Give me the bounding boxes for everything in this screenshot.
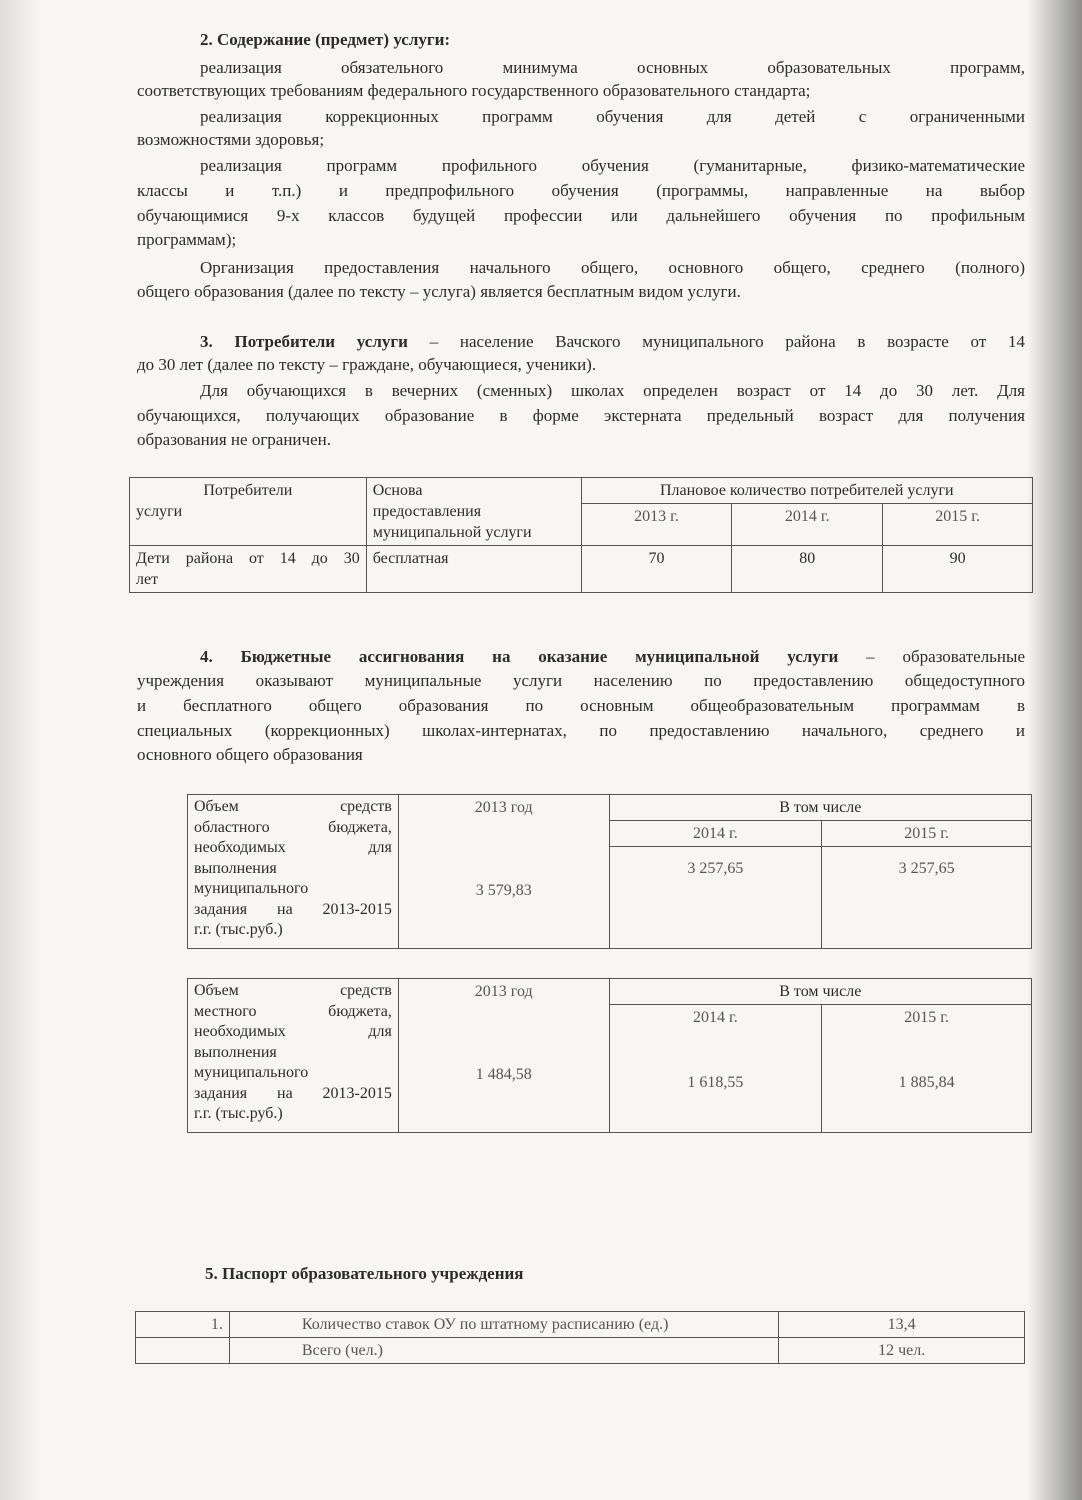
section2-para4-line1: Организация предоставления начального общего, основного общего, среднего (полного) [200, 258, 1025, 277]
passport-row-label: Количество ставок ОУ по штатному расписанию (ед.) [229, 1312, 778, 1338]
section4-line5: основного общего образования [137, 745, 363, 764]
section3-heading: 3. Потребители услуги [200, 332, 408, 351]
local-label-l3: необходимых для [194, 1023, 392, 1040]
section3-para2-line1: Для обучающихся в вечерних (сменных) школах определен возраст от 14 до 30 лет. Для [200, 381, 1025, 400]
passport-row-num: 1. [136, 1312, 230, 1338]
local-2013-header: 2013 год [474, 983, 533, 1000]
basis-header-l1: Основа [372, 482, 423, 499]
local-2013-cell [398, 979, 609, 1133]
local-label-l5: муниципального [194, 1064, 309, 1081]
local-label-l2: местного бюджета, [194, 1002, 392, 1020]
section4-line4: специальных (коррекционных) школах-интернатах, по предоставлению начального, среднего и [137, 721, 1025, 740]
regional-2015-header: 2015 г. [822, 821, 1031, 847]
consumers-header-l1: Потребители [203, 482, 293, 499]
section3-para2-line2: обучающихся, получающих образование в форме экстерната предельный возраст для получения [137, 406, 1025, 425]
regional-2015-cell [822, 821, 1032, 949]
basis-cell: бесплатная [366, 546, 581, 593]
section3-line1 [200, 331, 1025, 353]
value-2014: 80 [732, 546, 883, 593]
local-2014-header: 2014 г. [693, 1009, 738, 1026]
regional-2015-value: 3 257,65 [898, 860, 955, 877]
passport-row-label: Всего (чел.) [229, 1338, 778, 1364]
year-2014-header: 2014 г. [732, 504, 883, 546]
year-2013-header: 2013 г. [581, 504, 732, 546]
section3-line1-rest: – население Вачского муниципального района в возрасте от 14 [407, 332, 1026, 351]
local-budget-table [187, 978, 1032, 1133]
passport-row [136, 1338, 1025, 1364]
scan-shadow-left [0, 0, 40, 1500]
section2-para2-line1: реализация коррекционных программ обучения для детей с ограниченными [200, 107, 1025, 126]
regional-label-l6: задания на 2013-2015 [194, 900, 392, 918]
section4-line2: учреждения оказывают муниципальные услуги населению по предоставлению общедоступного [137, 671, 1025, 690]
regional-label-l5: муниципального [194, 880, 309, 897]
section2-para3-line2: классы и т.п.) и предпрофильного обучения (программы, направленные на выбор [137, 181, 1025, 200]
section4-heading: 4. Бюджетные ассигнования на оказание муниципальной услуги [200, 647, 839, 666]
local-label-l1: Объем средств [194, 982, 392, 999]
basis-header-l3: муниципальной услуги [372, 524, 532, 541]
section2-para3-line4: программам); [137, 230, 237, 249]
year-2015-header: 2015 г. [883, 504, 1033, 546]
consumers-header-cell [130, 478, 367, 546]
regional-budget-table [187, 794, 1032, 949]
planned-count-header: Плановое количество потребителей услуги [581, 478, 1032, 504]
local-2014-value: 1 618,55 [687, 1074, 744, 1091]
passport-row [136, 1312, 1025, 1338]
section2-para1-line2: соответствующих требованиям федерального государственного образовательного стандарта; [137, 81, 811, 100]
value-2015: 90 [883, 546, 1033, 593]
regional-2013-value: 3 579,83 [475, 882, 532, 899]
section2-para4-line2: общего образования (далее по тексту – услуга) является бесплатным видом услуги. [137, 282, 741, 301]
consumer-cell [130, 546, 367, 593]
regional-label-l7: г.г. (тыс.руб.) [194, 921, 283, 938]
section4-line1-rest: – образовательные [838, 647, 1025, 666]
section3-para2-line3: образования не ограничен. [137, 430, 331, 449]
basis-header-cell [366, 478, 581, 546]
value-2013: 70 [581, 546, 732, 593]
section2-para3-line3: обучающимися 9-х классов будущей профессии или дальнейшего обучения по профильным [137, 206, 1025, 225]
local-2015-value: 1 885,84 [898, 1074, 955, 1091]
regional-label-l4: выполнения [194, 859, 277, 877]
regional-2014-value: 3 257,65 [687, 860, 744, 877]
section4-line1 [200, 646, 1025, 668]
regional-label-l2: областного бюджета, [194, 818, 392, 836]
local-label-l4: выполнения [194, 1043, 277, 1061]
consumer-l2: лет [136, 571, 159, 588]
regional-label-cell [188, 795, 399, 949]
regional-label-l3: необходимых для [194, 839, 392, 856]
local-2014-cell [609, 1005, 822, 1133]
scan-shadow-right [1027, 0, 1082, 1500]
regional-2013-header: 2013 год [474, 799, 533, 816]
passport-row-num [136, 1338, 230, 1364]
regional-2013-cell [398, 795, 609, 949]
regional-including-header: В том числе [609, 795, 1031, 821]
section2-para1-line1: реализация обязательного минимума основных образовательных программ, [200, 58, 1025, 77]
section5-heading: 5. Паспорт образовательного учреждения [205, 1264, 524, 1283]
local-label-l6: задания на 2013-2015 [194, 1084, 392, 1102]
regional-label-l1: Объем средств [194, 798, 392, 815]
consumers-header-l2: услуги [136, 503, 183, 520]
regional-2014-cell [609, 821, 822, 949]
local-2013-value: 1 484,58 [475, 1066, 532, 1083]
consumers-table [129, 477, 1033, 593]
section3-line2: до 30 лет (далее по тексту – граждане, обучающиеся, ученики). [137, 355, 597, 374]
basis-header-l2: предоставления [372, 503, 482, 520]
section2-heading: 2. Содержание (предмет) услуги: [200, 30, 451, 49]
section2-para3-line1: реализация программ профильного обучения (гуманитарные, физико-математические [200, 156, 1025, 175]
local-label-cell [188, 979, 399, 1133]
regional-2014-header: 2014 г. [610, 821, 822, 847]
passport-row-value: 13,4 [779, 1312, 1025, 1338]
local-2015-header: 2015 г. [904, 1009, 950, 1026]
local-2015-cell [822, 1005, 1032, 1133]
local-including-header: В том числе [609, 979, 1031, 1005]
passport-table [135, 1311, 1025, 1364]
local-label-l7: г.г. (тыс.руб.) [194, 1105, 283, 1122]
consumer-l1: Дети района от 14 до 30 [136, 550, 360, 567]
section2-para2-line2: возможностями здоровья; [137, 130, 325, 149]
passport-row-value: 12 чел. [779, 1338, 1025, 1364]
section4-line3: и бесплатного общего образования по основным общеобразовательным программам в [137, 696, 1025, 715]
